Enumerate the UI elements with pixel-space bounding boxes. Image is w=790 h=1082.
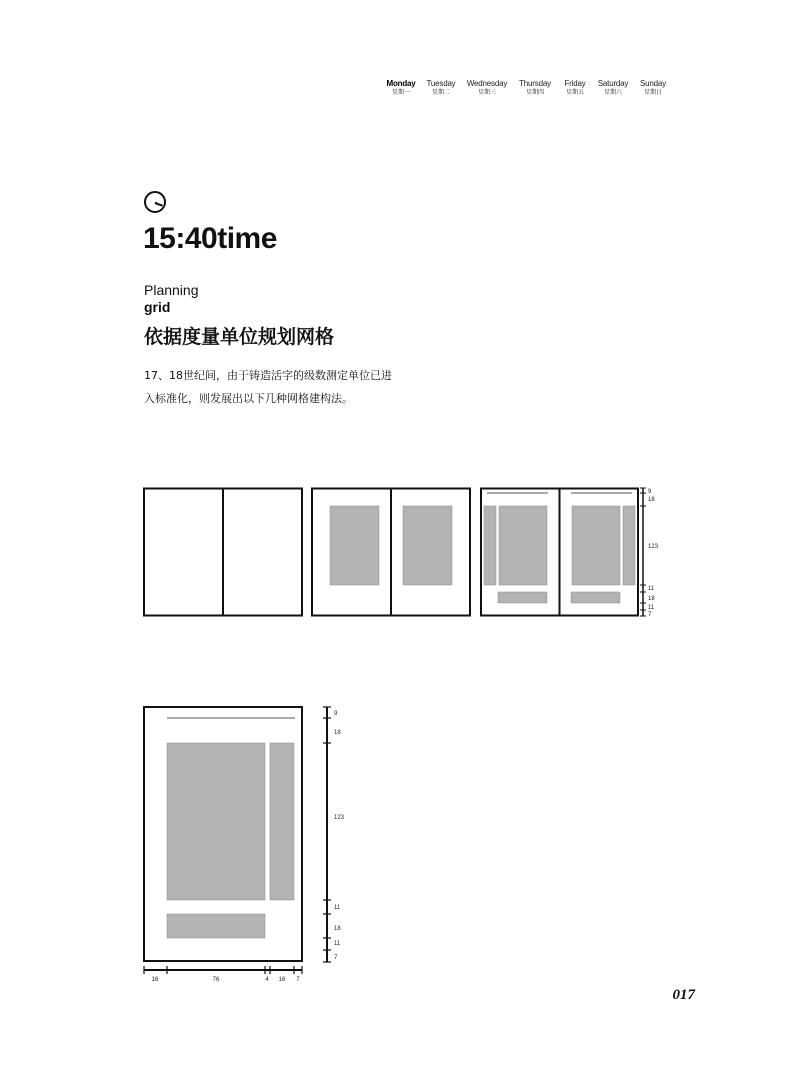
page-hruler-label: 76 — [212, 977, 220, 983]
spread-ruler-label: 11 — [648, 586, 655, 592]
day-en: Thursday — [519, 79, 551, 88]
spread-text-blocks — [312, 489, 470, 616]
planning-label: Planning — [144, 282, 199, 298]
day-cn: 星期一 — [391, 90, 410, 96]
page-hruler-label: 16 — [278, 977, 286, 983]
spread-ruler-label: 9 — [648, 489, 652, 495]
spread-empty — [144, 489, 302, 616]
page-detail — [144, 707, 345, 983]
day-en: Wednesday — [466, 79, 508, 88]
paragraph-line: 17、18世纪间，由于铸造活字的级数测定单位已进 — [144, 369, 392, 382]
day-en: Saturday — [597, 79, 629, 88]
spread-full-grid — [481, 488, 659, 618]
day-cn: 星期三 — [477, 90, 496, 96]
day-en: Tuesday — [426, 79, 456, 88]
page-ruler-label: 11 — [334, 905, 341, 911]
spread-ruler-label: 18 — [648, 596, 655, 602]
spread-ruler-label: 11 — [648, 605, 655, 611]
page-ruler-label: 9 — [334, 711, 338, 717]
day-en: Sunday — [640, 79, 666, 88]
page-ruler-label: 7 — [334, 955, 338, 961]
spread-ruler-label: 18 — [648, 497, 655, 503]
page-ruler-label: 11 — [334, 941, 341, 947]
day-cn: 星期五 — [565, 90, 584, 96]
page-ruler-label: 18 — [334, 730, 341, 736]
text-block — [403, 506, 452, 585]
day-en: Monday — [386, 79, 416, 88]
time-title: 15:40time — [143, 222, 277, 255]
grid-label: grid — [144, 299, 171, 315]
page-ruler-label: 18 — [334, 926, 341, 932]
footer-block — [167, 914, 265, 938]
day-cn: 星期日 — [643, 90, 662, 96]
text-block — [330, 506, 379, 585]
day-cn: 星期六 — [603, 90, 622, 96]
page-hruler-label: 4 — [265, 977, 269, 983]
spread-ruler-label: 123 — [648, 544, 659, 550]
day-en: Friday — [564, 79, 586, 88]
main-text-block — [167, 743, 265, 900]
section-heading: 依据度量单位规划网格 — [144, 326, 335, 348]
page-hruler-label: 7 — [296, 977, 300, 983]
side-column-block — [270, 743, 294, 900]
page-ruler-label: 123 — [334, 815, 345, 821]
day-cn: 星期二 — [431, 90, 450, 96]
day-cn: 星期四 — [525, 90, 544, 96]
page-hruler-label: 16 — [151, 977, 159, 983]
page-number: 017 — [672, 987, 695, 1003]
spread-ruler-label: 7 — [648, 612, 652, 618]
paragraph-line: 入标准化，则发展出以下几种网格建构法。 — [144, 392, 353, 405]
